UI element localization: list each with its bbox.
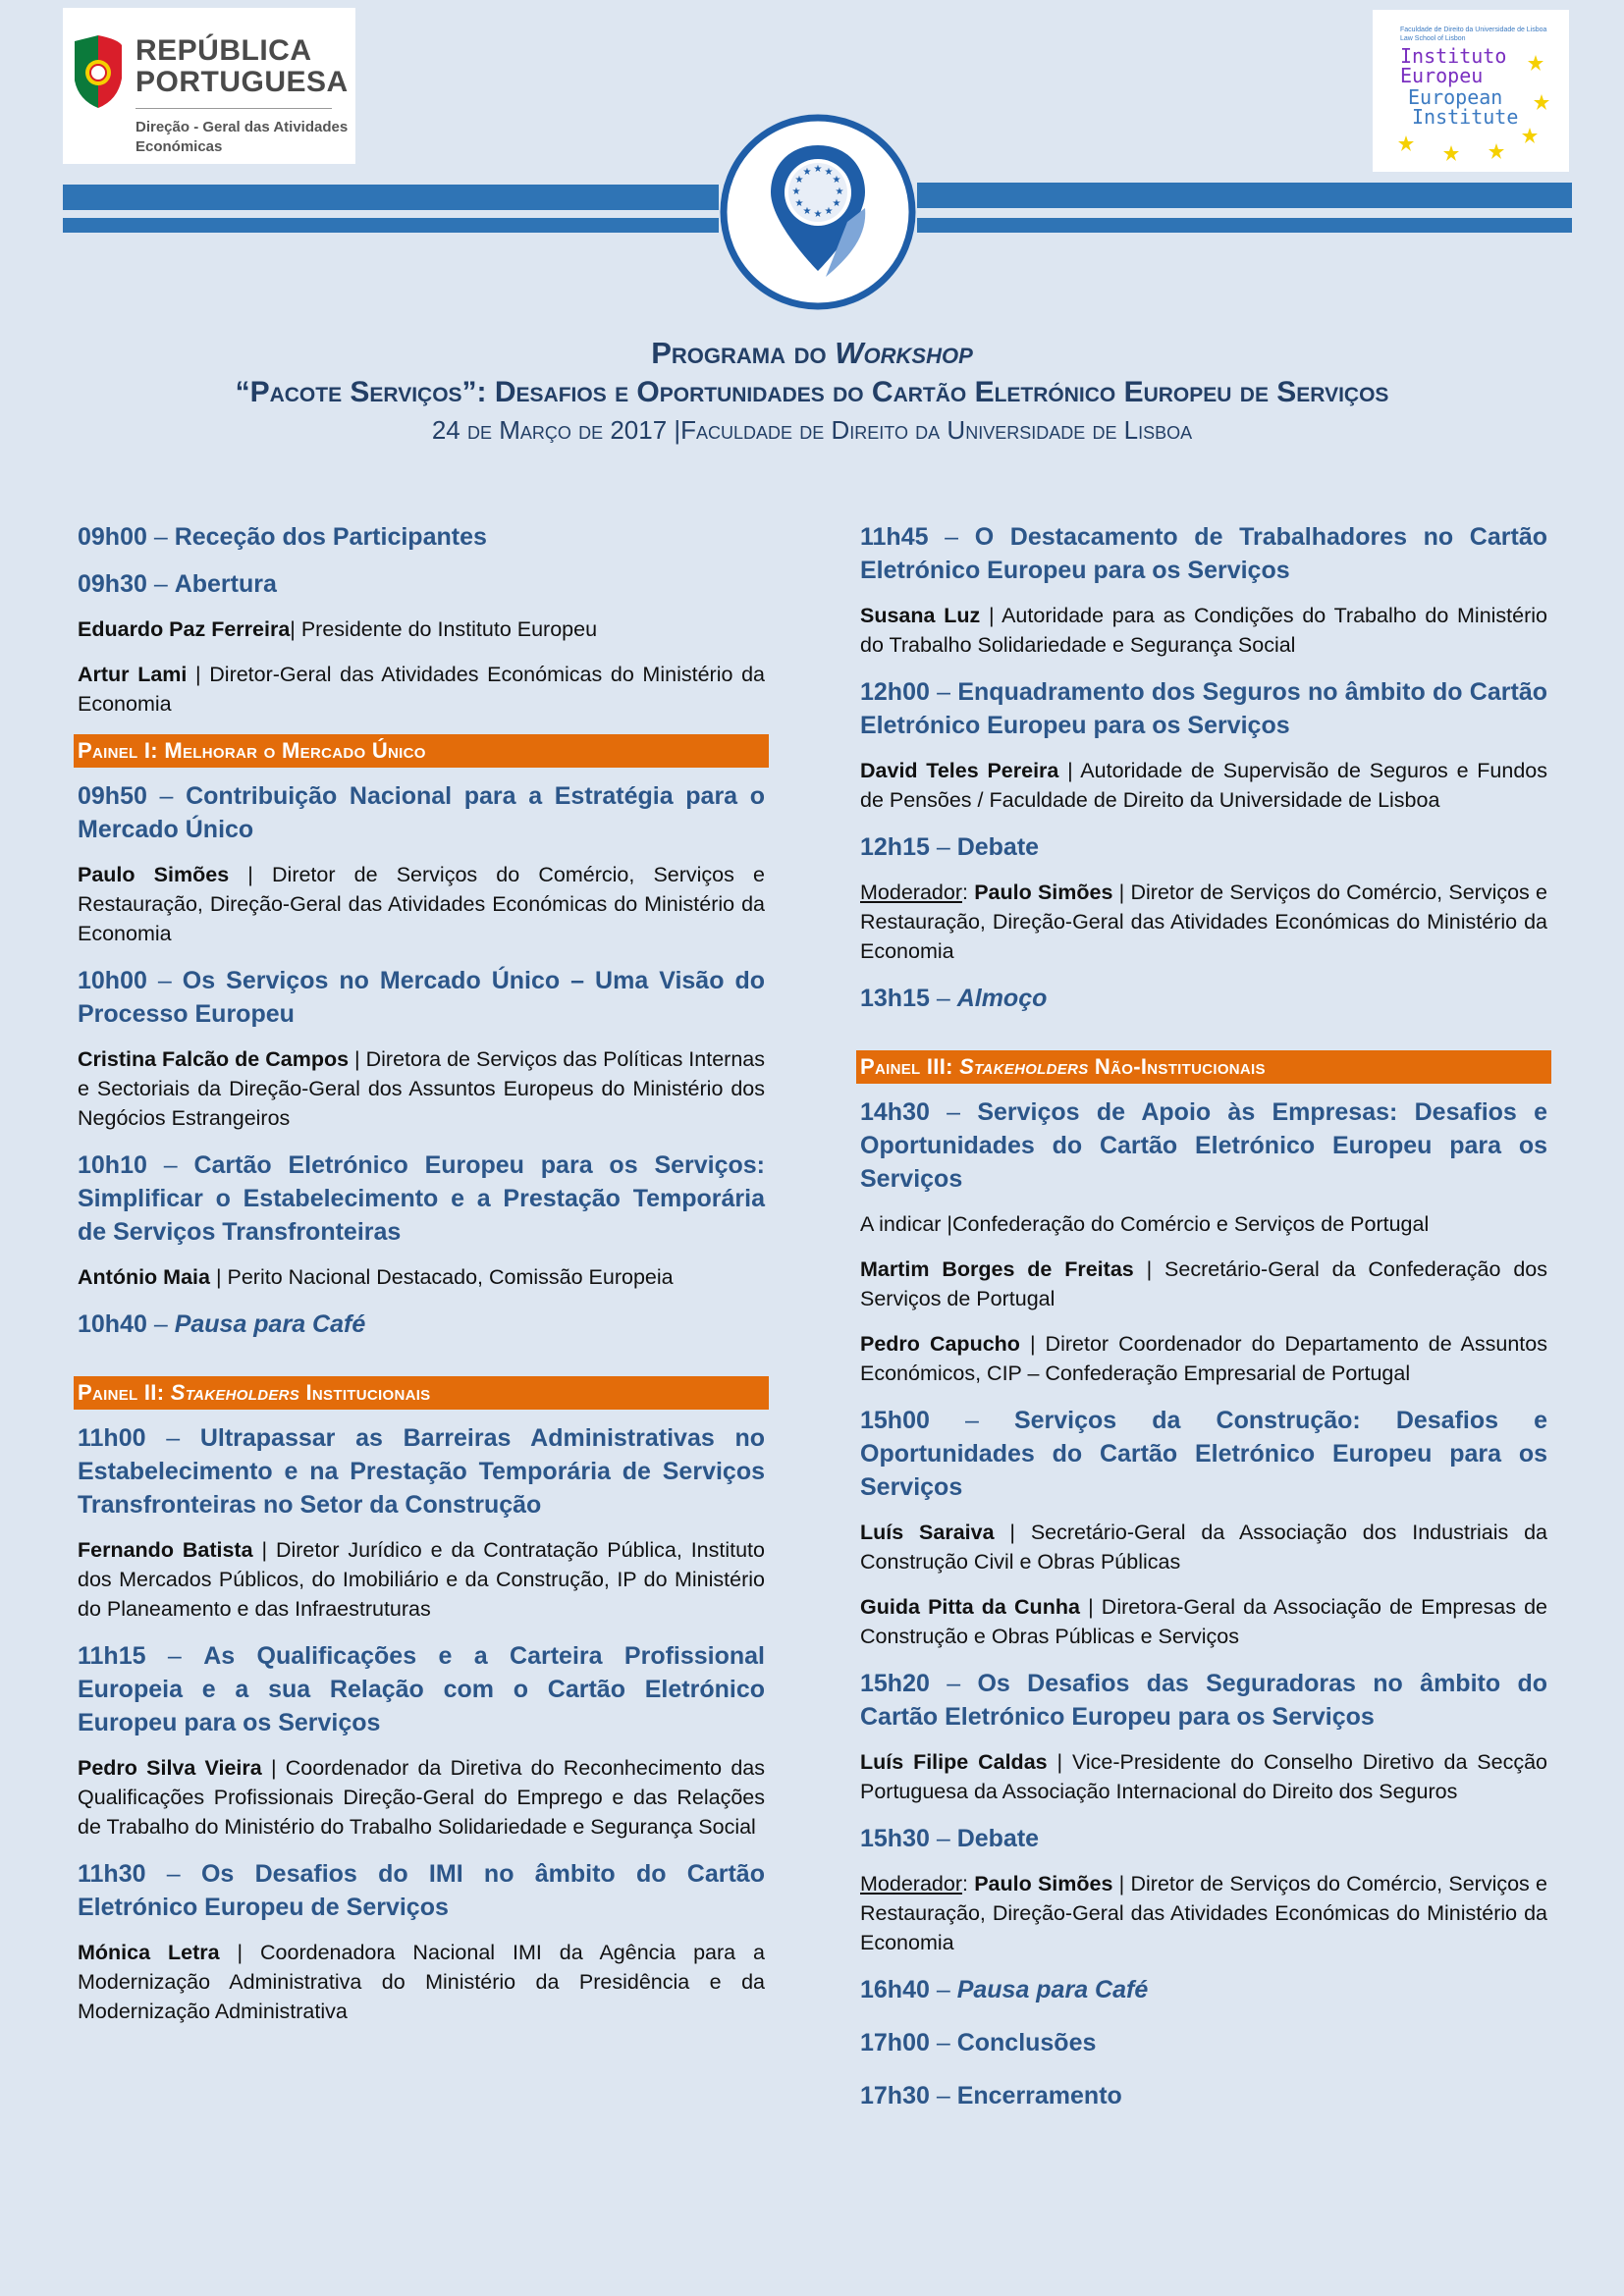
session-1640: 16h40 – Pausa para Café: [860, 1976, 1149, 2003]
panel-3-header: Painel III: Stakeholders Não-Institucionais: [856, 1050, 1551, 1084]
svg-text:★: ★: [835, 187, 844, 197]
header-bar-left-bottom: [63, 218, 719, 233]
session-0900: 09h00 – Receção dos Participantes: [78, 523, 487, 551]
moderator-1: Moderador: Paulo Simões | Diretor de Serviços do Comércio, Serviços e Restauração, Direção-Geral das Atividades Económicas do Ministério da Economia: [860, 881, 1547, 963]
republica-title: REPÚBLICA PORTUGUESA: [135, 34, 349, 98]
speaker-monica-letra: Mónica Letra | Coordenadora Nacional IMI da Agência para a Modernização Administrativa do Ministério da Presidência e da Modernização Administrativa: [78, 1941, 765, 2023]
svg-text:★: ★: [832, 175, 841, 186]
ie-line-4: Institute: [1412, 105, 1519, 129]
svg-text:★: ★: [802, 206, 812, 217]
svg-text:★: ★: [802, 167, 812, 178]
ie-line-1: Instituto: [1400, 44, 1507, 68]
session-0950: 09h50 – Contribuição Nacional para a Estratégia para o Mercado Único: [78, 782, 766, 843]
speaker-pedro-silva-vieira: Pedro Silva Vieira | Coordenador da Diretiva do Reconhecimento das Qualificações Profissionais Direção-Geral do Emprego e das Relações de Trabalho do Ministério do Trabalho Solidariedade e Segurança Social: [78, 1756, 765, 1839]
session-1010: 10h10 – Cartão Eletrónico Europeu para os Serviços: Simplificar o Estabelecimento e a Prestação Temporária de Serviços Transfronteiras: [78, 1151, 766, 1246]
svg-text:★: ★: [794, 198, 804, 209]
session-1530: 15h30 – Debate: [860, 1825, 1040, 1852]
speaker-fernando-batista: Fernando Batista | Diretor Jurídico e da Contratação Pública, Instituto dos Mercados Públicos, do Imobiliário e da Construção, IP do Ministério do Planeamento e das Infraestruturas: [78, 1538, 765, 1621]
svg-text:★: ★: [813, 209, 823, 220]
speaker-luis-filipe-caldas: Luís Filipe Caldas | Vice-Presidente do Conselho Diretivo da Secção Portuguesa da Associação Internacional do Direito dos Seguros: [860, 1750, 1547, 1803]
dgae-subtitle: Direção - Geral das Atividades Económicas: [135, 119, 349, 155]
right-column: [860, 520, 1547, 2126]
portuguese-coat-of-arms-icon: [69, 35, 128, 114]
eu-location-pin-icon: [720, 114, 916, 310]
date-venue: 24 de Março de 2017 |Faculdade de Direito da Universidade de Lisboa: [431, 415, 1193, 445]
left-column: [78, 520, 765, 2042]
speaker-antonio-maia: António Maia | Perito Nacional Destacado, Comissão Europeia: [78, 1265, 674, 1289]
speaker-susana-luz: Susana Luz | Autoridade para as Condições do Trabalho do Ministério do Trabalho Solidariedade e Segurança Social: [860, 604, 1548, 657]
panel-1-header: Painel I: Melhorar o Mercado Único: [74, 734, 769, 768]
ie-line-2: Europeu: [1400, 64, 1484, 87]
speaker-paulo-simoes: Paulo Simões | Diretor de Serviços do Comércio, Serviços e Restauração, Direção-Geral das Atividades Económicas do Ministério da Economia: [78, 863, 765, 945]
faculty-caption: Faculdade de Direito da Universidade de Lisboa Law School of Lisbon: [1400, 27, 1547, 42]
session-0930: 09h30 – Abertura: [78, 570, 277, 598]
session-1000: 10h00 – Os Serviços no Mercado Único – Uma Visão do Processo Europeu: [78, 967, 766, 1028]
session-1040: 10h40 – Pausa para Café: [78, 1310, 366, 1338]
speaker-a-indicar: A indicar |Confederação do Comércio e Serviços de Portugal: [860, 1212, 1430, 1236]
svg-text:★: ★: [824, 206, 834, 217]
session-1700: 17h00 – Conclusões: [860, 2029, 1097, 2056]
session-1430: 14h30 – Serviços de Apoio às Empresas: Desafios e Oportunidades do Cartão Eletrónico Europeu para os Serviços: [860, 1098, 1547, 1193]
svg-text:★: ★: [813, 164, 823, 175]
yellow-stars-icon: [1373, 10, 1569, 172]
speaker-luis-saraiva: Luís Saraiva | Secretário-Geral da Associação dos Industriais da Construção Civil e Obras Públicas: [860, 1521, 1547, 1574]
session-1130: 11h30 – Os Desafios do IMI no âmbito do Cartão Eletrónico Europeu de Serviços: [78, 1860, 765, 1921]
session-1200: 12h00 – Enquadramento dos Seguros no âmbito do Cartão Eletrónico Europeu para os Serviços: [860, 678, 1547, 739]
speaker-david-teles-pereira: David Teles Pereira | Autoridade de Supervisão de Seguros e Fundos de Pensões / Faculdade de Direito da Universidade de Lisboa: [860, 759, 1547, 812]
header-bar-left-top: [63, 185, 719, 210]
svg-text:★: ★: [832, 198, 841, 209]
session-1115: 11h15 – As Qualificações e a Carteira Profissional Europeia e a sua Relação com o Cartão Eletrónico Europeu para os Serviços: [78, 1642, 766, 1736]
speaker-guida-pitta-da-cunha: Guida Pitta da Cunha | Diretora-Geral da Associação de Empresas de Construção e Obras Públicas e Serviços: [860, 1595, 1547, 1648]
session-1315: 13h15 – Almoço: [860, 985, 1048, 1012]
speaker-cristina-falcao-de-campos: Cristina Falcão de Campos | Diretora de Serviços das Políticas Internas e Sectoriais da Direção-Geral dos Assuntos Europeus do Ministério dos Negócios Estrangeiros: [78, 1047, 765, 1130]
speaker-pedro-capucho: Pedro Capucho | Diretor Coordenador do Departamento de Assuntos Económicos, CIP – Confederação Empresarial de Portugal: [860, 1332, 1547, 1385]
svg-text:★: ★: [794, 175, 804, 186]
program-title-block: [0, 334, 1624, 448]
session-1145: 11h45 – O Destacamento de Trabalhadores no Cartão Eletrónico Europeu para os Serviços: [860, 523, 1547, 584]
moderator-2: Moderador: Paulo Simões | Diretor de Serviços do Comércio, Serviços e Restauração, Direção-Geral das Atividades Económicas do Ministério da Economia: [860, 1872, 1547, 1954]
panel-2-header: Painel II: Stakeholders Institucionais: [74, 1376, 769, 1410]
svg-text:★: ★: [824, 167, 834, 178]
session-1520: 15h20 – Os Desafios das Seguradoras no âmbito do Cartão Eletrónico Europeu para os Serviços: [860, 1670, 1547, 1731]
instituto-europeu-logo: [1373, 10, 1569, 172]
session-1215: 12h15 – Debate: [860, 833, 1040, 861]
session-1100: 11h00 – Ultrapassar as Barreiras Administrativas no Estabelecimento e na Prestação Temporária de Serviços Transfronteiras no Setor da Construção: [78, 1424, 765, 1519]
ie-line-3: European: [1408, 85, 1503, 109]
workshop-title: “Pacote Serviços”: Desafios e Oportunidades do Cartão Eletrónico Europeu de Serviços: [235, 376, 1389, 408]
header-bar-right-top: [917, 183, 1572, 208]
svg-text:★: ★: [791, 187, 801, 197]
session-1500: 15h00 – Serviços da Construção: Desafios e Oportunidades do Cartão Eletrónico Europeu para os Serviços: [860, 1407, 1548, 1501]
logo-divider: [135, 108, 332, 109]
speaker-eduardo-paz-ferreira: Eduardo Paz Ferreira| Presidente do Instituto Europeu: [78, 617, 598, 641]
program-title: Programa do Workshop: [651, 336, 973, 370]
session-1730: 17h30 – Encerramento: [860, 2082, 1122, 2109]
header-bar-right-bottom: [917, 218, 1572, 233]
republica-portuguesa-logo: [63, 8, 355, 164]
speaker-artur-lami: Artur Lami | Diretor-Geral das Atividades Económicas do Ministério da Economia: [78, 663, 765, 716]
speaker-martim-borges-de-freitas: Martim Borges de Freitas | Secretário-Geral da Confederação dos Serviços de Portugal: [860, 1257, 1547, 1310]
